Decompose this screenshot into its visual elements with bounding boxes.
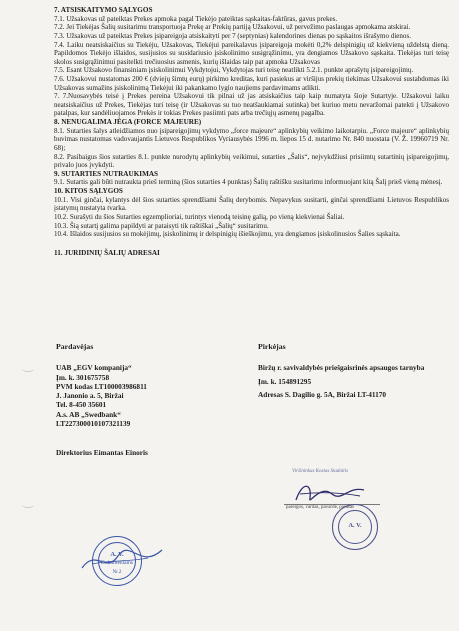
punch-hole-mark — [22, 366, 34, 372]
section-heading-7: 7. ATSISKAITYMO SĄLYGOS — [54, 6, 153, 14]
clause-8-1: 8.1. Sutarties šalys atleidžiamos nuo įsipareigojimų vykdymo „force majeure“ aplinkybių veikimo laikotarpiu. „Force majeure“ aplinkybių buvimas nustatomas vadovaujantis Lietuvos Respublikos Vyriausybės 1996 m. liepos 15 d. nutarimo Nr. 840 nuostata (V. Ž. 19960719 Nr. 68); — [54, 126, 449, 152]
seller-signatory: Direktorius Eimantas Einoris — [56, 448, 148, 458]
buyer-stamp-caption: Viršininkas Kostas Stadaitis — [292, 469, 349, 474]
contract-text — [54, 6, 449, 258]
clause-7-7: 7. 7.Nuosavybės teisė į Prekes pereina Užsakovui tik pilnai už jas atsiskaičius taip kaip numatyta šioje Sutartyje. Užsakovui laiku neatsiskaičius už Prekes, Tiekėjas turi teisę (ir Užsakovas su tuo neatšaukiamai sutinka) bet kuriuo metu nevaržomai patekti į Užsakovo patalpas, kur sandėliuojamos Prekės ir tokias Prekes pasiimti pats arba trečiųjų asmenų pagalba. — [54, 92, 449, 118]
stamp-text: A. V. — [110, 551, 124, 558]
clause-10-4: 10.4. Išlaidos susijusios su mokėjimų, įsiskolinimų ir delspinigių išieškojimu, yra dengiamos įsiskolinusios Šalies sąskaita. — [54, 230, 401, 239]
clause-9-1: 9.1. Sutartis gali būti nutraukta prieš terminą (šios sutarties 4 punktas) Šalių raštišku susitarimu informuojant kitą Šalį prieš vieną mėnesį. — [54, 178, 443, 187]
clause-10-3: 10.3. Šią sutartį galima papildyti ar pataisyti tik raštiškai „Šalių“ susitarimu. — [54, 221, 269, 230]
seller-block — [56, 342, 241, 458]
institution-stamp — [332, 504, 378, 550]
buyer-line: Biržų r. savivaldybės priešgaisrinės apsaugos tarnyba — [258, 363, 425, 373]
seller-line: Įm. k. 301675758 — [56, 372, 110, 382]
clause-8-2: 8.2. Pasibaigus šios sutarties 8.1. punkte nurodytų aplinkybių veikimui, sutarties „Šalis“, nejvykdžiusi prisiimtų sutartinių įsipareigojimų, privalo juos įvykdyti. — [54, 152, 449, 170]
stamp-text: Nr.2 — [112, 570, 122, 575]
section-heading-10: 10. KITOS SĄLYGOS — [54, 187, 123, 196]
clause-7-4: 7.4. Laiku neatsiskaičius su Tiekėju, Užsakovas, Tiekėjui pareikalavus įsipareigoja mokėti 0,2% delspinigių už kiekvieną uždelstą dieną. Papildomos Tiekėjo išlaidos, susijusios su susidariusio įsiskolinimo susigrąžinimu, yra dengiamos Užsakovo sąskaita. Tiekėjas turi teisę skolos susigrąžinimui pasitelkti trečiuosius asmenis, kurių išlaidas taip pat apmoka Užsakovas — [54, 40, 449, 66]
seller-line: UAB „EGV kompanija“ — [56, 363, 132, 373]
buyer-line: Įm. k. 154891295 — [258, 376, 312, 386]
punch-hole-mark — [22, 502, 34, 508]
buyer-line: Adresas S. Dagilio g. 5A, Biržai LT-41170 — [258, 389, 387, 399]
buyer-signature-caption: pareigos, vardas, pavardė, parašas — [286, 505, 355, 510]
clause-7-5: 7.5. Esant Užsakovo finansiniam įsiskolinimui Vykdytojui, Vykdytojas turi teisę neatlikti 5.2.1. punkte aprašytų įsipareigojimų. — [54, 66, 414, 75]
clause-7-1: 7.1. Užsakovas už pateiktas Prekes apmoka pagal Tiekėjo pateiktas sąskaitas-faktūras, gavus prekes. — [54, 14, 338, 23]
stamp-text: Dokumentams — [100, 560, 134, 566]
seller-line: A.s. AB „Swedbank“ — [56, 409, 121, 419]
seller-line: PVM kodas LT100003986811 — [56, 381, 147, 391]
seller-line: Tel. 8-450 35601 — [56, 400, 107, 410]
section-heading-11: 11. JURIDINIŲ ŠALIŲ ADRESAI — [54, 248, 160, 257]
buyer-label: Pirkėjas — [258, 342, 286, 351]
section-heading-8: 8. NENUGALIMA JĖGA (FORCE MAJEURE) — [54, 117, 202, 126]
seller-label: Pardavėjas — [56, 342, 94, 351]
clause-7-6: 7.6. Užsakovui nustatomas 200 € (dviejų šimtų eurų) pirkimo kreditas, kuri pasiekus ar viršijus prekių tiekimas Užsakovui sustabdomas iki Užsakovas sumažins įsiskolinimą Tiekėjui iki pakankamo lygio naujiems pardavimams atlikti. — [54, 74, 449, 92]
stamp-text: A. V. — [348, 522, 362, 529]
clause-7-2: 7.2. Jei Tiekėjas Šalių susitarimu transportuoja Prekę ar Prekių partiją Užsakovui, už pervežimo paslaugas apmokama atskirai. — [54, 23, 411, 32]
clause-7-3: 7.3. Užsakovas už pateiktas Prekes įsipareigoja atsiskaityti per 7 (septynias) kalendorines dienas po sąskaitos išrašymo dienos. — [54, 31, 411, 40]
section-heading-9: 9. SUTARTIES NUTRAUKIMAS — [54, 169, 159, 178]
clause-10-1: 10.1. Visi ginčai, kylantys dėl šios sutarties sprendžiami Šalių derybomis. Nepavykus susitarti, ginčai sprendžiami Lietuvos Respublikos įstatymų nustatyta tvarka. — [54, 195, 449, 213]
buyer-block — [258, 342, 448, 403]
seller-line: LT227300010107321139 — [56, 419, 131, 429]
seller-line: J. Janonio a. 5, Biržai — [56, 391, 124, 401]
clause-10-2: 10.2. Surašyti du šios Sutarties egzemplioriai, turintys vienodą teisinę galią, po vieną kiekvienai Šaliai. — [54, 213, 345, 222]
seller-signature — [78, 540, 168, 580]
